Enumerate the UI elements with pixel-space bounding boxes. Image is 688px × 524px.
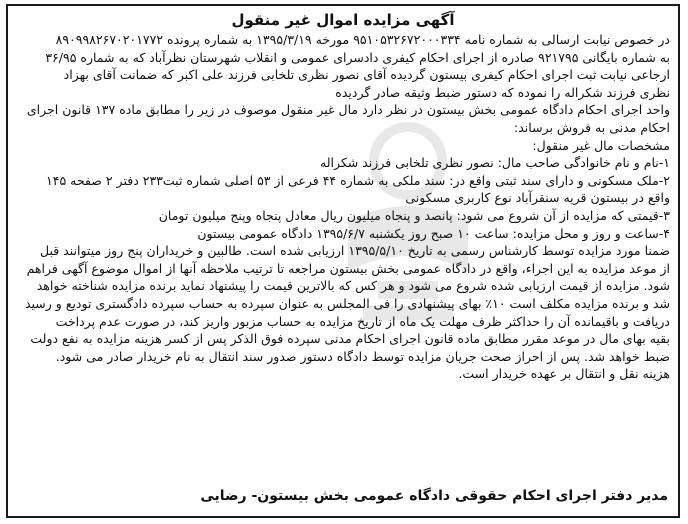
body-line: نظری فرزند شکراله را نموده که دستور ضبط وثیقه صادر گردیده [335, 84, 670, 100]
body-line: ارجاعی نیابت ثبت اجرای احکام کیفری بیستون گردیده آقای نصور نظری تلخابی فرزند علی اکبر که ضمانت آقای بهزاد [63, 67, 670, 83]
body-line: شد و برنده مزایده مکلف است ۱۰٪ بهای پیشنهادی را فی المجلس به عنوان سپرده به حساب سپرده دادگستری تودیع و رسید [24, 295, 670, 311]
body-line: ۲-ملک مسکونی و دارای سند ثبتی واقع در: سند ملکی به شماره ۴۴ فرعی از ۵۳ اصلی شماره ثبت۲۳۳ دفتر ۲ صفحه ۱۴۵ [46, 172, 670, 188]
body-line: واحد اجرای احکام دادگاه عمومی بخش بیستون در نظر دارد مال غیر منقول موصوف در زیر را مطابق ماده ۱۳۷ قانون اجرای [26, 102, 670, 118]
body-line: به شماره بایگانی ۹۲۱۷۹۵ صادره از اجرای احکام کیفری دادسرای عمومی و انقلاب شهرستان نظرآباد که به شماره ۳۶/۹۵ [45, 49, 670, 65]
body-line: دریافت و باقیمانده آن را حداکثر ظرف مهلت یک ماه از تاریخ مزایده به حساب مزبور واریز کند، در صورت عدم پرداخت [55, 313, 670, 329]
notice-frame [6, 4, 680, 518]
body-line: در خصوص نیابت ارسالی به شماره نامه ۹۵۱۰۵۳۲۶۷۲۰۰۰۳۳۴ مورخه ۱۳۹۵/۳/۱۹ به شماره پرونده ۸۹۰۹۹۸۲۶۷۰۲۰۱۷۷۲ [55, 32, 670, 47]
body-line: ۱-نام و نام خانوادگی صاحب مال: نصور نظری تلخابی فرزند شکراله [320, 155, 670, 171]
body-line: ضمنا مورد مزایده توسط کارشناس رسمی به تاریخ ۱۳۹۵/۵/۱۰ ارزیابی شده است. طالبین و خریداران پنج روز میتوانند قبل [40, 243, 670, 259]
body-line: احکام مدنی به فروش برساند: [514, 119, 670, 135]
body-line: مشخصات مال غیر منقول: [532, 137, 670, 153]
body-line: از موعد مزایده به این اجراء، واقع در دادگاه عمومی بخش بیستون مراجعه تا ترتیب ملاحظه آنها از اموال موضوع آگهی فراهم [26, 260, 670, 276]
notice-body [8, 31, 678, 383]
notice-title: آگهی مزایده اموال غیر منقول [231, 11, 455, 29]
body-line: ۴-ساعت و روز و محل مزایده: ساعت ۱۰ صبح روز یکشنبه ۱۳۹۵/۶/۷ دادگاه عمومی بیستون [197, 225, 670, 241]
notice-signature: مدیر دفتر اجرای احکام حقوقی دادگاه عمومی بخش بیستون- رضایی [200, 488, 668, 504]
body-line: شود. مزایده از قیمت ارزیابی شده شروع می شود و هر کس که بالاترین قیمت را پیشنهاد نماید برنده مزایده شناخته خواهد [36, 278, 670, 294]
body-line: ضبط خواهد شد. پس از احراز صحت جریان مزایده توسط دادگاه دستور صدور سند انتقال به نام خریدار صادر می شود. [55, 348, 670, 364]
body-line: هزینه نقل و انتقال بر عهده خریدار است. [458, 366, 670, 382]
body-line: واقع در بیستون قریه سنقرآباد نوع کاربری مسکونی [405, 190, 670, 206]
body-line: ۳-قیمتی که مزایده از آن شروع می شود: پانصد و پنجاه میلیون ریال معادل پنجاه وپنج میلیون تومان [158, 207, 670, 223]
body-line: بقیه بهای مال در موعد مقرر مطابق ماده قانون اجرای احکام مدنی سپرده فوق الذکر پس از کسر هزینه مزایده به نفع دولت [30, 331, 670, 347]
